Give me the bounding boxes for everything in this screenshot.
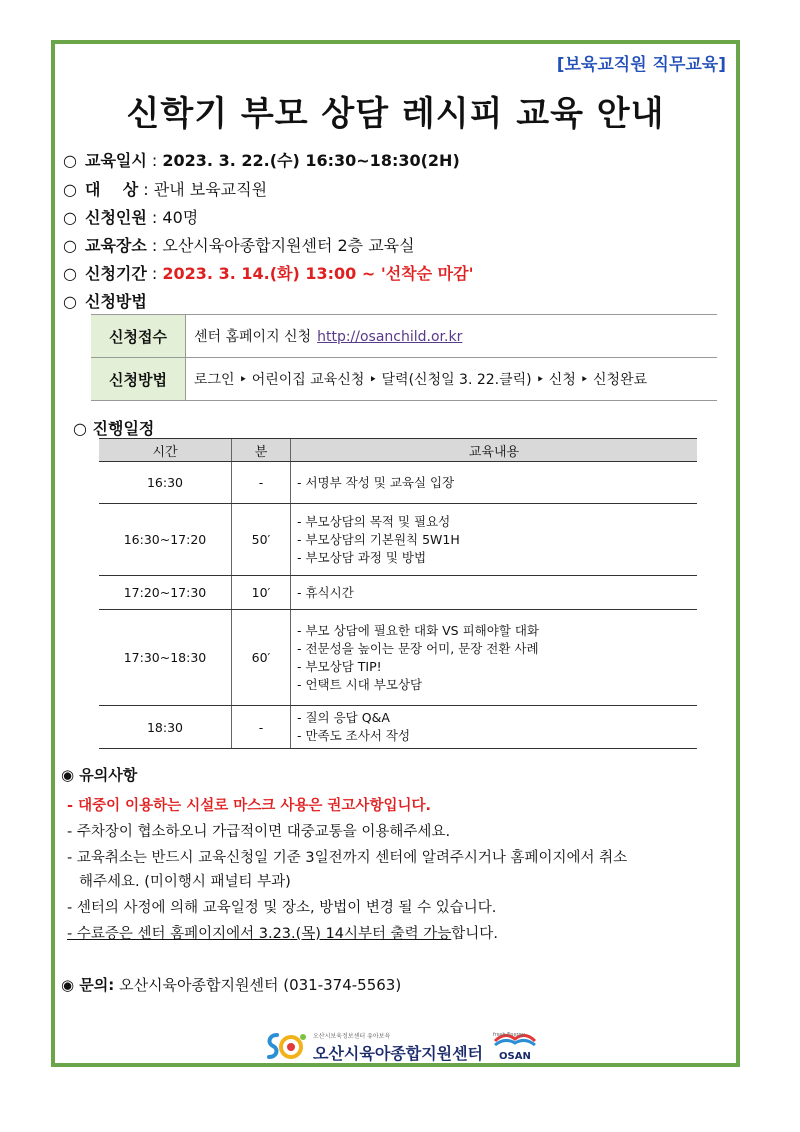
col-min-header: 분 bbox=[232, 439, 291, 462]
application-label: 신청방법 bbox=[91, 358, 186, 401]
svg-text:fresh Energy: fresh Energy bbox=[493, 1032, 525, 1038]
note-certificate: - 수료증은 센터 홈페이지에서 3.23.(목) 14시부터 출력 가능합니다. bbox=[67, 926, 498, 942]
note-cancel-cont: 해주세요. (미이행시 패널티 부과) bbox=[79, 874, 291, 890]
homepage-link[interactable]: http://osanchild.or.kr bbox=[317, 329, 463, 345]
schedule-table bbox=[99, 438, 697, 749]
page-title: 신학기 부모 상담 레시피 교육 안내 bbox=[126, 94, 665, 134]
col-time-header: 시간 bbox=[99, 439, 232, 462]
info-row-method: ○ 신청방법 bbox=[63, 292, 147, 311]
header-tag: [보육교직원 직무교육] bbox=[556, 55, 726, 75]
application-row-receipt bbox=[91, 315, 717, 358]
table-row: 17:20~17:30 10′ - 휴식시간 bbox=[99, 576, 697, 610]
info-row-capacity: ○ 신청인원 : 40명 bbox=[63, 208, 199, 227]
document-frame bbox=[51, 40, 740, 1067]
table-row: 18:30 - - 질의 응답 Q&A - 만족도 조사서 작성 bbox=[99, 706, 697, 749]
application-label: 신청접수 bbox=[91, 315, 186, 358]
table-row: 16:30 - - 서명부 작성 및 교육실 입장 bbox=[99, 462, 697, 504]
center-logo: 오산시보육정보센터 유아보육 오산시육아종합지원센터 fresh Energy OSAN bbox=[265, 1029, 525, 1065]
note-mask: - 대중이 이용하는 시설로 마스크 사용은 권고사항입니다. bbox=[67, 798, 431, 814]
notes-heading: ◉ 유의사항 bbox=[61, 766, 138, 784]
application-table bbox=[91, 314, 717, 401]
info-row-period: ○ 신청기간 : 2023. 3. 14.(화) 13:00 ~ '선착순 마감' bbox=[63, 264, 474, 283]
note-parking: - 주차장이 협소하오니 가급적이면 대중교통을 이용해주세요. bbox=[67, 824, 451, 840]
info-row-place: ○ 교육장소 : 오산시육아종합지원센터 2층 교육실 bbox=[63, 236, 415, 255]
table-row: 17:30~18:30 60′ - 부모 상담에 필요한 대화 VS 피해야할 대화 - 전문성을 높이는 문장 어미, 문장 전환 사례 - 부모상담 TIP! - 언택트 시대 부모상담 bbox=[99, 610, 697, 706]
info-row-date: ○ 교육일시 : 2023. 3. 22.(수) 16:30~18:30(2H) bbox=[63, 151, 460, 170]
application-row-method bbox=[91, 358, 717, 401]
osan-city-logo-icon bbox=[491, 1029, 539, 1063]
center-logo-icon bbox=[265, 1029, 309, 1063]
schedule-header-row bbox=[99, 439, 697, 462]
info-row-target: ○ 대 상 : 관내 보육교직원 bbox=[63, 180, 268, 199]
col-content-header: 교육내용 bbox=[291, 439, 698, 462]
note-cancel: - 교육취소는 반드시 교육신청일 기준 3일전까지 센터에 알려주시거나 홈페이지에서 취소 bbox=[67, 850, 628, 866]
note-change: - 센터의 사정에 의해 교육일정 및 장소, 방법이 변경 될 수 있습니다. bbox=[67, 900, 497, 916]
schedule-title: ○ 진행일정 bbox=[73, 419, 155, 438]
application-cell: 센터 홈페이지 신청 http://osanchild.or.kr bbox=[186, 315, 718, 358]
application-steps: 로그인 ‣ 어린이집 교육신청 ‣ 달력(신청일 3. 22.클릭) ‣ 신청 ‣ 신청완료 bbox=[186, 358, 718, 401]
table-row: 16:30~17:20 50′ - 부모상담의 목적 및 필요성 - 부모상담의 기본원칙 5W1H - 부모상담 과정 및 방법 bbox=[99, 504, 697, 576]
contact-line: ◉ 문의: 오산시육아종합지원센터 (031-374-5563) bbox=[61, 976, 402, 994]
svg-text:OSAN: OSAN bbox=[499, 1051, 531, 1062]
